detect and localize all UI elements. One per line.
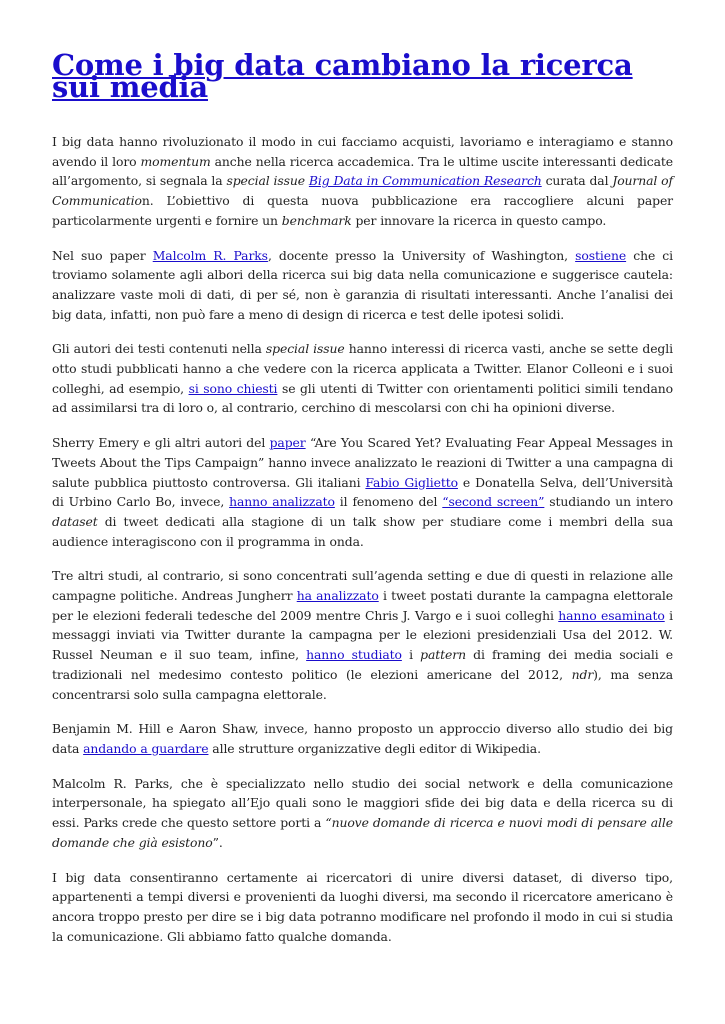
paragraph-2: Nel suo paper Malcolm R. Parks, docente presso la University of Washington, sostiene che ci troviamo solamente agli albori della ricerca sui big data nella comunicazione e suggerisce cautela: analizzare vaste moli di dati, di per sé, non è garanzia di risultati interessanti. Anche l’analisi dei big data, infatti, non può fare a meno di design di ricerca e test delle ipotesi solidi. xyxy=(52,247,674,322)
paragraph-1: I big data hanno rivoluzionato il modo in cui facciamo acquisti, lavoriamo e interagiamo e stanno avendo il loro momentum anche nella ricerca accademica. Tra le ultime uscite interessanti dedicate all’argomento, si segnala la special issue Big Data in Communication Research curata dal Journal of Communication. L’obiettivo di questa nuova pubblicazione era raccogliere alcuni paper particolarmente urgenti e fornire un benchmark per innovare la ricerca in questo campo. xyxy=(52,134,674,228)
article-body xyxy=(52,132,673,946)
italic-special-issue: special issue xyxy=(226,173,305,189)
paragraph-7: Malcolm R. Parks, che è specializzato nello studio dei social network e della comunicazione interpersonale, ha spiegato all’Ejo quali sono le maggiori sfide dei big data e della ricerca su di essi. Parks crede che questo settore porti a “nuove domande di ricerca e nuovi modi di pensare alle domande che già esistono”. xyxy=(52,775,673,850)
link-fabio-giglietto[interactable]: Fabio Giglietto xyxy=(365,474,458,490)
italic-ndr: ndr xyxy=(571,666,594,682)
italic-momentum: momentum xyxy=(140,153,211,169)
link-hanno-studiato[interactable]: hanno studiato xyxy=(306,647,402,663)
paragraph-8: I big data consentiranno certamente ai ricercatori di unire diversi dataset, di diverso tipo, appartenenti a tempi diversi e provenienti da luoghi diversi, ma secondo il ricercatore americano è ancora troppo presto per dire se i big data potranno modificare nel profondo il modo in cui si studia la comunicazione. Gli abbiamo fatto qualche domanda. xyxy=(52,869,673,944)
italic-benchmark: benchmark xyxy=(281,212,352,228)
article-title xyxy=(52,48,673,104)
italic-dataset: dataset xyxy=(52,513,98,529)
article-title-link[interactable]: Come i big data cambiano la ricerca sui media xyxy=(52,48,633,104)
link-ha-analizzato[interactable]: ha analizzato xyxy=(296,588,379,604)
paragraph-6: Benjamin M. Hill e Aaron Shaw, invece, hanno proposto un approccio diverso allo studio dei big data andando a guardare alle strutture organizzative degli editor di Wikipedia. xyxy=(52,721,673,756)
link-malcolm-parks[interactable]: Malcolm R. Parks xyxy=(152,247,268,263)
italic-special-issue: special issue xyxy=(265,341,345,357)
article xyxy=(52,48,673,961)
link-si-sono-chiesti[interactable]: si sono chiesti xyxy=(188,380,278,396)
italic-journal-name: Journal of Communicatio xyxy=(52,173,674,209)
paragraph-3: Gli autori dei testi contenuti nella special issue hanno interessi di ricerca vasti, anche se sette degli otto studi pubblicati hanno a che vedere con la ricerca applicata a Twitter. Elanor Colleoni e i suoi colleghi, ad esempio, si sono chiesti se gli utenti di Twitter con orientamenti politici simili tendano ad assimilarsi tra di loro o, al contrario, cerchino di mescolarsi con chi ha opinioni diverse. xyxy=(52,341,673,416)
link-paper[interactable]: paper xyxy=(269,435,306,451)
link-hanno-esaminato[interactable]: hanno esaminato xyxy=(558,607,665,623)
link-big-data-communication-research[interactable]: Big Data in Communication Research xyxy=(308,173,542,189)
paragraph-4: Sherry Emery e gli altri autori del paper “Are You Scared Yet? Evaluating Fear Appeal Messages in Tweets About the Tips Campaign” hanno invece analizzato le reazioni di Twitter a una campagna di salute pubblica piuttosto controversa. Gli italiani Fabio Giglietto e Donatella Selva, dell’Università di Urbino Carlo Bo, invece, hanno analizzato il fenomeno del “second screen” studiando un intero dataset di tweet dedicati alla stagione di un talk show per studiare come i membri della sua audience interagiscono con il programma in onda. xyxy=(52,435,674,549)
link-second-screen[interactable]: “second screen” xyxy=(442,494,545,510)
italic-pattern: pattern xyxy=(420,647,466,663)
link-hanno-analizzato[interactable]: hanno analizzato xyxy=(229,494,335,510)
link-sostiene[interactable]: sostiene xyxy=(575,247,627,263)
link-andando-a-guardare[interactable]: andando a guardare xyxy=(83,740,209,756)
paragraph-5: Tre altri studi, al contrario, si sono concentrati sull’agenda setting e due di questi in relazione alle campagne politiche. Andreas Jungherr ha analizzato i tweet postati durante la campagna elettorale per le elezioni federali tedesche del 2009 mentre Chris J. Vargo e i suoi colleghi hanno esaminato i messaggi inviati via Twitter durante la campagna per le elezioni presidenziali Usa del 2012. W. Russel Neuman e il suo team, infine, hanno studiato i pattern di framing dei media sociali e tradizionali nel medesimo contesto politico (le elezioni americane del 2012, ndr), ma senza concentrarsi solo sulla campagna elettorale. xyxy=(52,568,674,702)
italic-quote: “nuove domande di ricerca e nuovi modi di pensare alle domande che già esistono xyxy=(52,815,673,850)
